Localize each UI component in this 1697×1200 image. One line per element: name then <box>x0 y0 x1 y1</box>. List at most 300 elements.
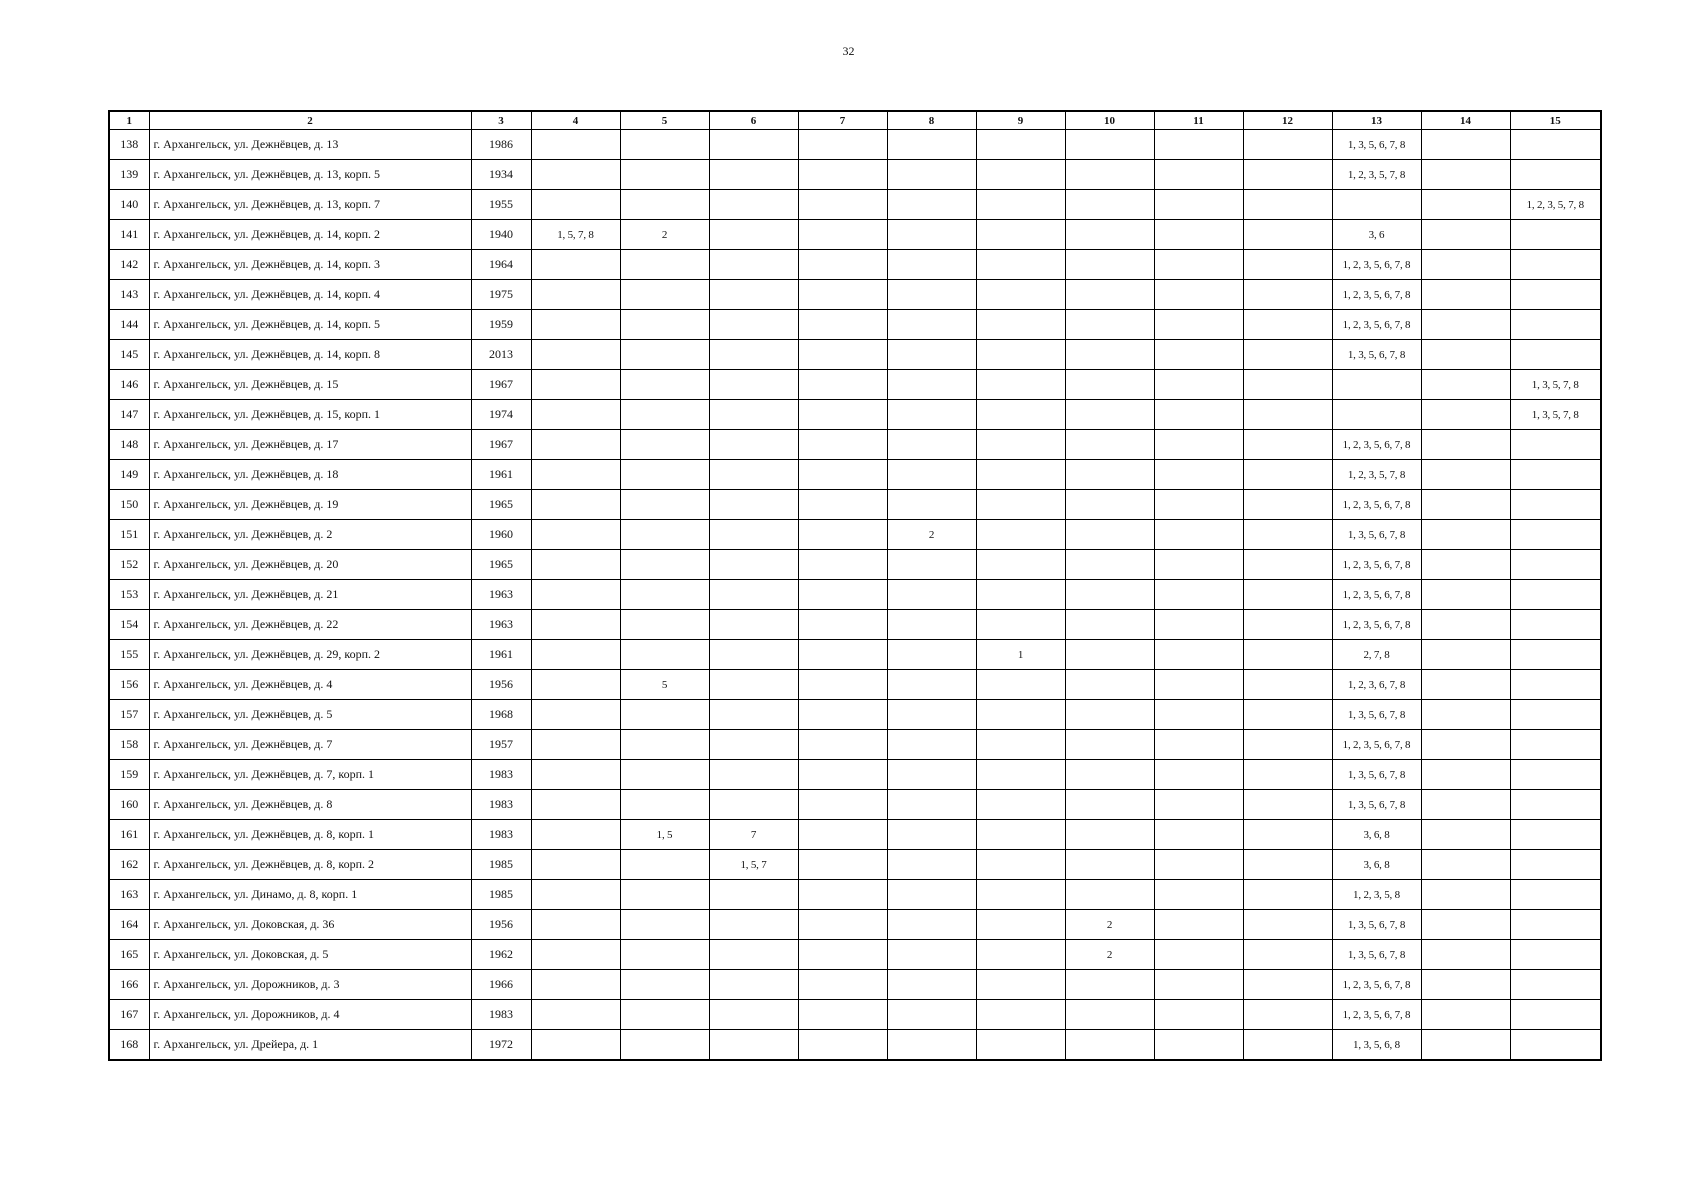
column-header-14: 14 <box>1421 111 1510 130</box>
table-cell-col-7 <box>798 370 887 400</box>
table-cell-col-4 <box>531 790 620 820</box>
row-number-cell: 160 <box>109 790 149 820</box>
table-row <box>109 340 1601 370</box>
table-cell-col-12 <box>1243 970 1332 1000</box>
register-table <box>108 110 1602 1061</box>
table-cell-col-9 <box>976 130 1065 160</box>
table-cell-col-14 <box>1421 850 1510 880</box>
table-cell-col-5 <box>620 280 709 310</box>
table-cell-col-5 <box>620 400 709 430</box>
table-cell-col-7 <box>798 160 887 190</box>
table-cell-col-5 <box>620 310 709 340</box>
table-cell-col-9 <box>976 610 1065 640</box>
table-cell-col-15 <box>1510 970 1601 1000</box>
table-cell-col-14 <box>1421 730 1510 760</box>
table-cell-col-4 <box>531 700 620 730</box>
table-cell-col-5 <box>620 880 709 910</box>
table-cell-col-13: 1, 3, 5, 6, 8 <box>1332 1030 1421 1061</box>
table-cell-col-8 <box>887 220 976 250</box>
table-cell-col-4 <box>531 670 620 700</box>
table-cell-col-6 <box>709 730 798 760</box>
table-cell-col-11 <box>1154 610 1243 640</box>
row-number-cell: 168 <box>109 1030 149 1061</box>
table-cell-col-10 <box>1065 880 1154 910</box>
table-cell-col-6 <box>709 790 798 820</box>
table-cell-col-10 <box>1065 190 1154 220</box>
table-cell-col-8 <box>887 130 976 160</box>
table-cell-col-6 <box>709 520 798 550</box>
table-cell-col-10 <box>1065 850 1154 880</box>
table-cell-col-12 <box>1243 190 1332 220</box>
address-cell: г. Архангельск, ул. Дежнёвцев, д. 21 <box>149 580 471 610</box>
table-cell-col-4 <box>531 430 620 460</box>
table-cell-col-4 <box>531 970 620 1000</box>
row-number-cell: 146 <box>109 370 149 400</box>
table-cell-col-8 <box>887 190 976 220</box>
table-cell-col-13: 1, 2, 3, 5, 6, 7, 8 <box>1332 610 1421 640</box>
table-cell-col-12 <box>1243 1030 1332 1061</box>
table-cell-col-6 <box>709 370 798 400</box>
table-cell-col-10 <box>1065 670 1154 700</box>
table-cell-col-6 <box>709 1000 798 1030</box>
table-body <box>109 130 1601 1061</box>
address-cell: г. Архангельск, ул. Дежнёвцев, д. 13, корп. 5 <box>149 160 471 190</box>
table-row <box>109 850 1601 880</box>
table-cell-col-5 <box>620 910 709 940</box>
table-row <box>109 910 1601 940</box>
table-cell-col-5 <box>620 160 709 190</box>
row-number-cell: 140 <box>109 190 149 220</box>
table-cell-col-13: 1, 2, 3, 6, 7, 8 <box>1332 670 1421 700</box>
table-cell-col-9: 1 <box>976 640 1065 670</box>
table-cell-col-12 <box>1243 130 1332 160</box>
table-cell-col-6 <box>709 220 798 250</box>
address-cell: г. Архангельск, ул. Дежнёвцев, д. 14, корп. 5 <box>149 310 471 340</box>
table-cell-col-5 <box>620 760 709 790</box>
row-number-cell: 161 <box>109 820 149 850</box>
table-cell-col-12 <box>1243 880 1332 910</box>
address-cell: г. Архангельск, ул. Дежнёвцев, д. 7 <box>149 730 471 760</box>
table-cell-col-5 <box>620 430 709 460</box>
table-cell-col-10 <box>1065 280 1154 310</box>
table-cell-col-7 <box>798 880 887 910</box>
table-cell-col-14 <box>1421 670 1510 700</box>
table-cell-col-7 <box>798 190 887 220</box>
table-cell-col-7 <box>798 460 887 490</box>
table-cell-col-12 <box>1243 370 1332 400</box>
table-cell-col-8 <box>887 940 976 970</box>
table-cell-col-8 <box>887 310 976 340</box>
row-number-cell: 138 <box>109 130 149 160</box>
table-cell-col-10 <box>1065 400 1154 430</box>
table-cell-col-7 <box>798 430 887 460</box>
table-cell-col-14 <box>1421 490 1510 520</box>
table-cell-col-13: 1, 3, 5, 6, 7, 8 <box>1332 340 1421 370</box>
table-cell-col-8 <box>887 550 976 580</box>
table-cell-col-6 <box>709 160 798 190</box>
table-cell-col-5 <box>620 250 709 280</box>
table-cell-col-4 <box>531 130 620 160</box>
table-cell-col-15 <box>1510 1000 1601 1030</box>
table-cell-col-9 <box>976 700 1065 730</box>
table-cell-col-4 <box>531 370 620 400</box>
year-cell: 1972 <box>471 1030 531 1061</box>
address-cell: г. Архангельск, ул. Дежнёвцев, д. 13 <box>149 130 471 160</box>
table-cell-col-6 <box>709 1030 798 1061</box>
table-cell-col-11 <box>1154 1030 1243 1061</box>
table-cell-col-14 <box>1421 820 1510 850</box>
address-cell: г. Архангельск, ул. Доковская, д. 36 <box>149 910 471 940</box>
table-cell-col-4: 1, 5, 7, 8 <box>531 220 620 250</box>
address-cell: г. Архангельск, ул. Дежнёвцев, д. 29, корп. 2 <box>149 640 471 670</box>
table-cell-col-10 <box>1065 550 1154 580</box>
table-cell-col-13: 1, 3, 5, 6, 7, 8 <box>1332 910 1421 940</box>
table-cell-col-4 <box>531 730 620 760</box>
table-cell-col-5 <box>620 970 709 1000</box>
address-cell: г. Архангельск, ул. Дежнёвцев, д. 22 <box>149 610 471 640</box>
page-number: 32 <box>842 44 855 58</box>
table-cell-col-14 <box>1421 400 1510 430</box>
table-cell-col-11 <box>1154 820 1243 850</box>
row-number-cell: 167 <box>109 1000 149 1030</box>
address-cell: г. Архангельск, ул. Дежнёвцев, д. 13, корп. 7 <box>149 190 471 220</box>
table-cell-col-10 <box>1065 580 1154 610</box>
year-cell: 1956 <box>471 670 531 700</box>
table-cell-col-14 <box>1421 940 1510 970</box>
table-cell-col-9 <box>976 400 1065 430</box>
table-cell-col-10 <box>1065 700 1154 730</box>
table-cell-col-15 <box>1510 310 1601 340</box>
table-cell-col-14 <box>1421 190 1510 220</box>
table-row <box>109 790 1601 820</box>
table-cell-col-4 <box>531 940 620 970</box>
table-cell-col-14 <box>1421 1030 1510 1061</box>
table-cell-col-5 <box>620 190 709 220</box>
year-cell: 1961 <box>471 640 531 670</box>
table-cell-col-6 <box>709 490 798 520</box>
table-cell-col-11 <box>1154 400 1243 430</box>
column-header-2: 2 <box>149 111 471 130</box>
table-cell-col-9 <box>976 490 1065 520</box>
table-cell-col-9 <box>976 160 1065 190</box>
table-cell-col-15 <box>1510 220 1601 250</box>
table-cell-col-7 <box>798 550 887 580</box>
table-cell-col-11 <box>1154 460 1243 490</box>
table-cell-col-15 <box>1510 820 1601 850</box>
table-cell-col-6 <box>709 610 798 640</box>
table-cell-col-4 <box>531 910 620 940</box>
year-cell: 1963 <box>471 580 531 610</box>
table-cell-col-8 <box>887 970 976 1000</box>
address-cell: г. Архангельск, ул. Дежнёвцев, д. 14, корп. 2 <box>149 220 471 250</box>
table-cell-col-9 <box>976 460 1065 490</box>
table-cell-col-4 <box>531 850 620 880</box>
address-cell: г. Архангельск, ул. Дежнёвцев, д. 8, корп. 1 <box>149 820 471 850</box>
table-cell-col-7 <box>798 670 887 700</box>
table-cell-col-6 <box>709 250 798 280</box>
table-cell-col-14 <box>1421 640 1510 670</box>
table-cell-col-5 <box>620 1030 709 1061</box>
table-cell-col-6 <box>709 700 798 730</box>
table-cell-col-8 <box>887 430 976 460</box>
table-cell-col-5 <box>620 940 709 970</box>
table-cell-col-13 <box>1332 190 1421 220</box>
table-cell-col-12 <box>1243 520 1332 550</box>
table-cell-col-9 <box>976 190 1065 220</box>
table-cell-col-8 <box>887 460 976 490</box>
table-cell-col-10 <box>1065 130 1154 160</box>
table-cell-col-10 <box>1065 310 1154 340</box>
table-cell-col-9 <box>976 850 1065 880</box>
table-cell-col-15 <box>1510 550 1601 580</box>
table-cell-col-6: 1, 5, 7 <box>709 850 798 880</box>
table-cell-col-6 <box>709 310 798 340</box>
table-cell-col-11 <box>1154 790 1243 820</box>
table-cell-col-8 <box>887 790 976 820</box>
table-cell-col-15 <box>1510 880 1601 910</box>
table-cell-col-12 <box>1243 400 1332 430</box>
table-cell-col-12 <box>1243 940 1332 970</box>
table-row <box>109 580 1601 610</box>
column-header-11: 11 <box>1154 111 1243 130</box>
table-cell-col-7 <box>798 130 887 160</box>
table-cell-col-5 <box>620 730 709 760</box>
table-cell-col-5 <box>620 520 709 550</box>
table-cell-col-12 <box>1243 790 1332 820</box>
table-cell-col-7 <box>798 760 887 790</box>
row-number-cell: 142 <box>109 250 149 280</box>
table-cell-col-4 <box>531 880 620 910</box>
table-cell-col-10 <box>1065 340 1154 370</box>
row-number-cell: 151 <box>109 520 149 550</box>
table-cell-col-6 <box>709 910 798 940</box>
table-cell-col-10 <box>1065 640 1154 670</box>
year-cell: 1983 <box>471 820 531 850</box>
table-cell-col-10 <box>1065 820 1154 850</box>
table-cell-col-14 <box>1421 910 1510 940</box>
table-row <box>109 220 1601 250</box>
table-cell-col-6 <box>709 460 798 490</box>
table-cell-col-8 <box>887 370 976 400</box>
column-header-12: 12 <box>1243 111 1332 130</box>
table-cell-col-5 <box>620 610 709 640</box>
table-cell-col-15: 1, 3, 5, 7, 8 <box>1510 370 1601 400</box>
table-row <box>109 490 1601 520</box>
address-cell: г. Архангельск, ул. Дежнёвцев, д. 8 <box>149 790 471 820</box>
column-header-5: 5 <box>620 111 709 130</box>
table-cell-col-4 <box>531 310 620 340</box>
table-cell-col-11 <box>1154 1000 1243 1030</box>
address-cell: г. Архангельск, ул. Дрейера, д. 1 <box>149 1030 471 1061</box>
table-cell-col-7 <box>798 940 887 970</box>
table-cell-col-13: 1, 2, 3, 5, 6, 7, 8 <box>1332 580 1421 610</box>
table-cell-col-15 <box>1510 130 1601 160</box>
table-cell-col-15 <box>1510 610 1601 640</box>
year-cell: 1975 <box>471 280 531 310</box>
year-cell: 1934 <box>471 160 531 190</box>
table-cell-col-13: 3, 6 <box>1332 220 1421 250</box>
table-cell-col-15 <box>1510 460 1601 490</box>
table-cell-col-11 <box>1154 970 1243 1000</box>
row-number-cell: 154 <box>109 610 149 640</box>
table-cell-col-15 <box>1510 850 1601 880</box>
table-cell-col-14 <box>1421 370 1510 400</box>
table-cell-col-9 <box>976 820 1065 850</box>
address-cell: г. Архангельск, ул. Дорожников, д. 4 <box>149 1000 471 1030</box>
row-number-cell: 158 <box>109 730 149 760</box>
address-cell: г. Архангельск, ул. Дежнёвцев, д. 5 <box>149 700 471 730</box>
table-cell-col-7 <box>798 400 887 430</box>
table-cell-col-9 <box>976 790 1065 820</box>
table-row <box>109 550 1601 580</box>
table-cell-col-12 <box>1243 1000 1332 1030</box>
table-cell-col-8 <box>887 1000 976 1030</box>
table-cell-col-12 <box>1243 730 1332 760</box>
table-cell-col-9 <box>976 280 1065 310</box>
table-cell-col-6 <box>709 670 798 700</box>
table-cell-col-9 <box>976 880 1065 910</box>
row-number-cell: 163 <box>109 880 149 910</box>
table-cell-col-12 <box>1243 910 1332 940</box>
column-header-1: 1 <box>109 111 149 130</box>
table-cell-col-7 <box>798 310 887 340</box>
table-cell-col-12 <box>1243 310 1332 340</box>
table-cell-col-4 <box>531 610 620 640</box>
column-header-10: 10 <box>1065 111 1154 130</box>
table-cell-col-11 <box>1154 490 1243 520</box>
table-cell-col-5 <box>620 490 709 520</box>
table-cell-col-6 <box>709 340 798 370</box>
table-cell-col-11 <box>1154 520 1243 550</box>
table-cell-col-7 <box>798 1000 887 1030</box>
table-cell-col-9 <box>976 550 1065 580</box>
row-number-cell: 162 <box>109 850 149 880</box>
table-cell-col-7 <box>798 700 887 730</box>
table-cell-col-11 <box>1154 730 1243 760</box>
table-cell-col-14 <box>1421 250 1510 280</box>
table-row <box>109 940 1601 970</box>
table-cell-col-15 <box>1510 490 1601 520</box>
table-cell-col-4 <box>531 160 620 190</box>
table-cell-col-14 <box>1421 760 1510 790</box>
table-cell-col-14 <box>1421 340 1510 370</box>
table-cell-col-11 <box>1154 310 1243 340</box>
table-cell-col-15 <box>1510 250 1601 280</box>
table-cell-col-8 <box>887 340 976 370</box>
table-cell-col-10 <box>1065 730 1154 760</box>
row-number-cell: 159 <box>109 760 149 790</box>
year-cell: 1940 <box>471 220 531 250</box>
table-cell-col-13: 1, 2, 3, 5, 6, 7, 8 <box>1332 970 1421 1000</box>
table-cell-col-14 <box>1421 550 1510 580</box>
table-cell-col-12 <box>1243 670 1332 700</box>
table-cell-col-10 <box>1065 1030 1154 1061</box>
table-row <box>109 430 1601 460</box>
year-cell: 1985 <box>471 850 531 880</box>
address-cell: г. Архангельск, ул. Дежнёвцев, д. 20 <box>149 550 471 580</box>
table-cell-col-12 <box>1243 760 1332 790</box>
table-cell-col-4 <box>531 460 620 490</box>
table-cell-col-11 <box>1154 220 1243 250</box>
year-cell: 1956 <box>471 910 531 940</box>
table-cell-col-15: 1, 2, 3, 5, 7, 8 <box>1510 190 1601 220</box>
table-cell-col-13 <box>1332 370 1421 400</box>
address-cell: г. Архангельск, ул. Дорожников, д. 3 <box>149 970 471 1000</box>
table-cell-col-12 <box>1243 280 1332 310</box>
row-number-cell: 149 <box>109 460 149 490</box>
table-cell-col-9 <box>976 1030 1065 1061</box>
table-cell-col-7 <box>798 250 887 280</box>
address-cell: г. Архангельск, ул. Доковская, д. 5 <box>149 940 471 970</box>
table-cell-col-13: 1, 3, 5, 6, 7, 8 <box>1332 520 1421 550</box>
table-row <box>109 610 1601 640</box>
table-cell-col-8 <box>887 280 976 310</box>
table-row <box>109 1000 1601 1030</box>
table-cell-col-14 <box>1421 520 1510 550</box>
table-cell-col-13: 1, 2, 3, 5, 6, 7, 8 <box>1332 430 1421 460</box>
table-cell-col-15 <box>1510 790 1601 820</box>
table-cell-col-14 <box>1421 160 1510 190</box>
table-cell-col-4 <box>531 520 620 550</box>
table-cell-col-4 <box>531 640 620 670</box>
year-cell: 1966 <box>471 970 531 1000</box>
table-cell-col-4 <box>531 400 620 430</box>
table-cell-col-14 <box>1421 610 1510 640</box>
table-cell-col-9 <box>976 250 1065 280</box>
table-cell-col-13: 1, 2, 3, 5, 6, 7, 8 <box>1332 250 1421 280</box>
table-cell-col-14 <box>1421 790 1510 820</box>
table-cell-col-10 <box>1065 490 1154 520</box>
year-cell: 1959 <box>471 310 531 340</box>
table-cell-col-7 <box>798 820 887 850</box>
table-cell-col-7 <box>798 520 887 550</box>
table-cell-col-5 <box>620 1000 709 1030</box>
table-cell-col-6 <box>709 760 798 790</box>
table-cell-col-9 <box>976 940 1065 970</box>
table-cell-col-4 <box>531 340 620 370</box>
year-cell: 1983 <box>471 790 531 820</box>
year-cell: 1955 <box>471 190 531 220</box>
table-cell-col-5 <box>620 460 709 490</box>
table-cell-col-13: 1, 2, 3, 5, 7, 8 <box>1332 460 1421 490</box>
table-cell-col-13: 2, 7, 8 <box>1332 640 1421 670</box>
table-cell-col-13: 1, 2, 3, 5, 6, 7, 8 <box>1332 1000 1421 1030</box>
table-cell-col-6 <box>709 940 798 970</box>
table-cell-col-7 <box>798 790 887 820</box>
table-cell-col-8 <box>887 580 976 610</box>
table-cell-col-11 <box>1154 580 1243 610</box>
year-cell: 1974 <box>471 400 531 430</box>
table-cell-col-8 <box>887 1030 976 1061</box>
table-cell-col-15 <box>1510 670 1601 700</box>
table-cell-col-14 <box>1421 580 1510 610</box>
table-cell-col-12 <box>1243 580 1332 610</box>
table-cell-col-5: 2 <box>620 220 709 250</box>
table-cell-col-8 <box>887 820 976 850</box>
table-row <box>109 880 1601 910</box>
table-cell-col-9 <box>976 760 1065 790</box>
table-header <box>109 111 1601 130</box>
year-cell: 2013 <box>471 340 531 370</box>
table-cell-col-14 <box>1421 970 1510 1000</box>
year-cell: 1985 <box>471 880 531 910</box>
column-header-15: 15 <box>1510 111 1601 130</box>
year-cell: 1967 <box>471 370 531 400</box>
table-cell-col-6 <box>709 130 798 160</box>
table-cell-col-10 <box>1065 370 1154 400</box>
table-row <box>109 160 1601 190</box>
year-cell: 1965 <box>471 550 531 580</box>
